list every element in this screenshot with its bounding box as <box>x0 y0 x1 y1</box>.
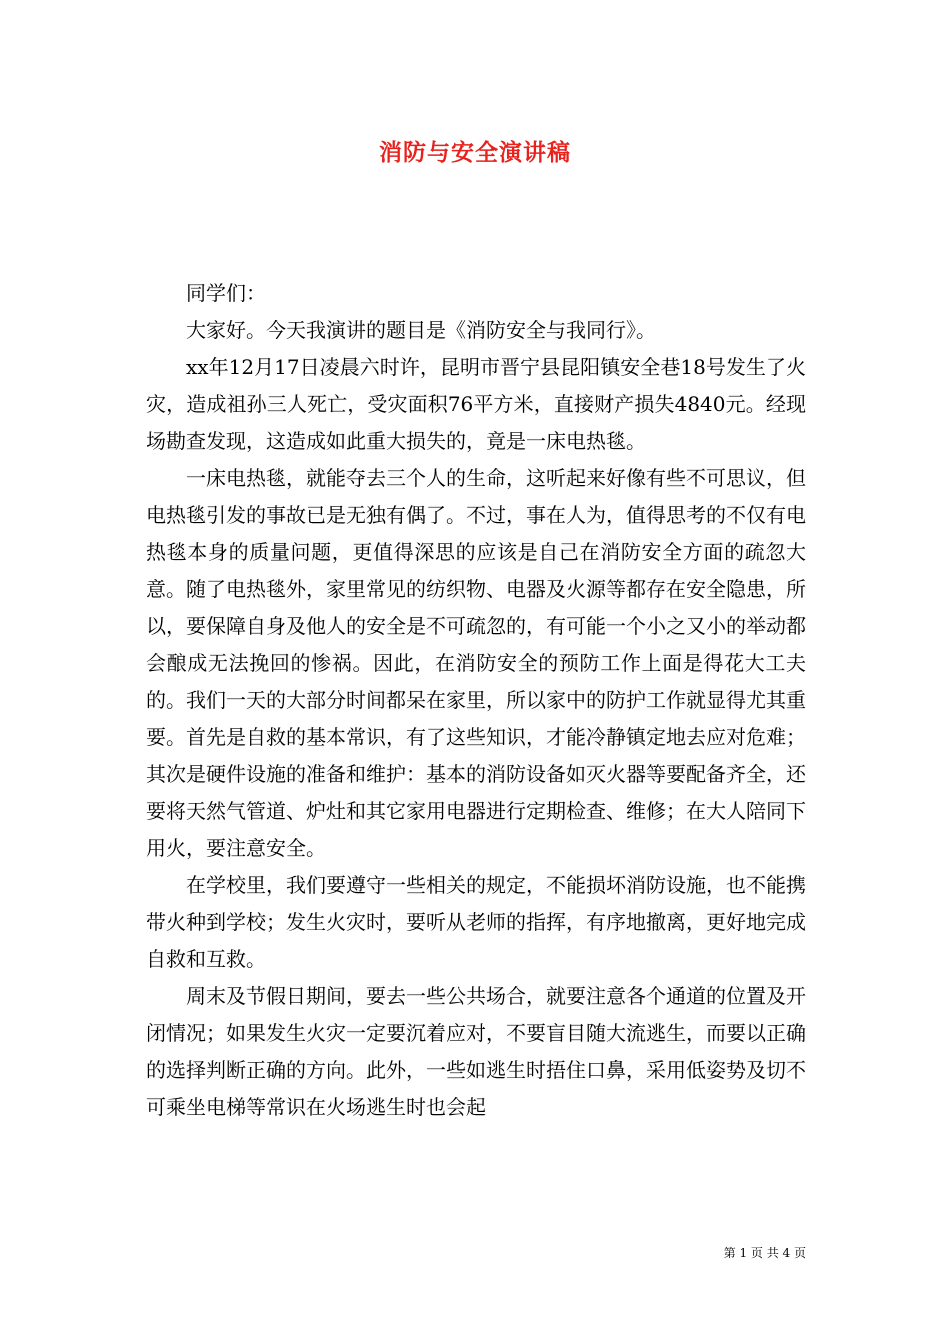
document-title: 消防与安全演讲稿 <box>379 139 571 166</box>
document-body <box>146 275 806 1126</box>
paragraph-school: 在学校里，我们要遵守一些相关的规定，不能损坏消防设施，也不能携带火种到学校；发生火灾时，要听从老师的指挥，有序地撤离，更好地完成自救和互救。 <box>146 873 806 971</box>
page-number: 第 1 页 共 4 页 <box>723 1246 806 1260</box>
paragraph-reflection: 一床电热毯，就能夺去三个人的生命，这听起来好像有些不可思议，但电热毯引发的事故已是无独有偶了。不过，事在人为，值得思考的不仅有电热毯本身的质量问题，更值得深思的应该是自己在消防安全方面的疏忽大意。随了电热毯外，家里常见的纺织物、电器及火源等都存在安全隐患，所以，要保障自身及他人的安全是不可疏忽的，有可能一个小之又小的举动都会酿成无法挽回的惨祸。因此，在消防安全的预防工作上面是得花大工夫的。我们一天的大部分时间都呆在家里，所以家中的防护工作就显得尤其重要。首先是自救的基本常识，有了这些知识，才能冷静镇定地去应对危难；其次是硬件设施的准备和维护：基本的消防设备如灭火器等要配备齐全，还要将天然气管道、炉灶和其它家用电器进行定期检查、维修；在大人陪同下用火，要注意安全。 <box>146 466 806 860</box>
paragraph-incident: xx年12月17日凌晨六时许，昆明市晋宁县昆阳镇安全巷18号发生了火灾，造成祖孙三人死亡，受灾面积76平方米，直接财产损失4840元。经现场勘查发现，这造成如此重大损失的，竟是一床电热毯。 <box>146 355 806 453</box>
paragraph-salutation: 同学们： <box>186 281 266 305</box>
paragraph-greeting: 大家好。今天我演讲的题目是《消防安全与我同行》。 <box>186 318 656 342</box>
paragraph-public-places: 周末及节假日期间，要去一些公共场合，就要注意各个通道的位置及开闭情况；如果发生火灾一定要沉着应对，不要盲目随大流逃生，而要以正确的选择判断正确的方向。此外，一些如逃生时捂住口鼻，采用低姿势及切不可乘坐电梯等常识在火场逃生时也会起 <box>146 984 806 1119</box>
